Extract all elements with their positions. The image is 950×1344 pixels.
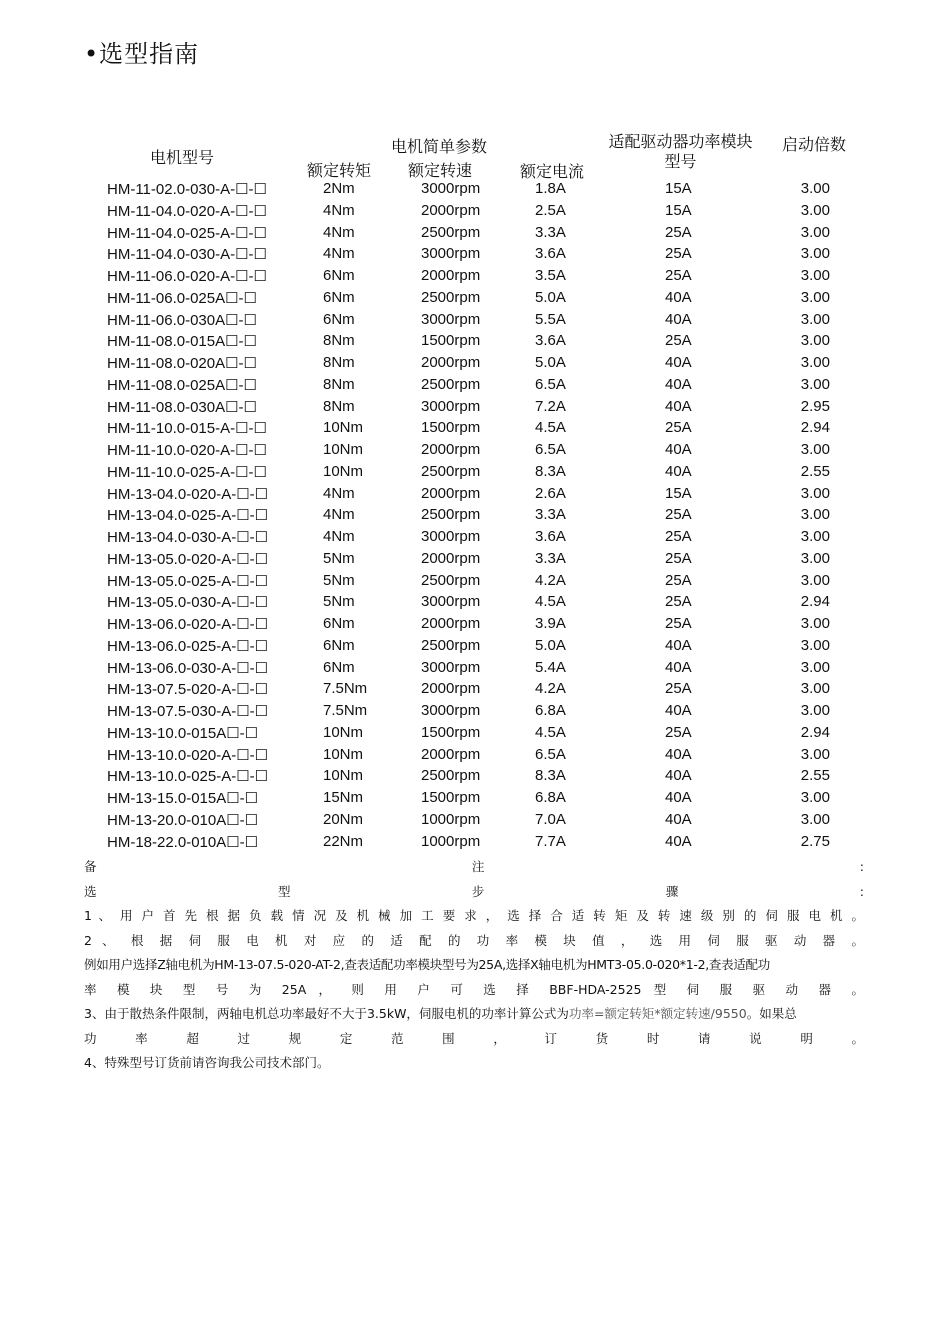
- cell-current: 3.5A: [535, 267, 566, 284]
- cell-model: HM-11-04.0-025-A-☐-☐: [107, 224, 267, 242]
- notes-heading: 备 注 :: [84, 859, 864, 874]
- cell-ratio: 3.00: [800, 223, 830, 241]
- cell-torque: 6Nm: [323, 267, 355, 284]
- cell-current: 4.5A: [535, 723, 566, 741]
- cell-speed: 2000rpm: [421, 615, 481, 632]
- cell-current: 3.6A: [535, 528, 566, 545]
- cell-torque: 7.5Nm: [323, 702, 368, 719]
- header-ratio: [762, 135, 847, 155]
- cell-ratio: 3.00: [800, 549, 830, 567]
- cell-model: HM-11-08.0-030A☐-☐: [107, 398, 257, 416]
- notes-line-7: 4、特殊型号订货前请咨询我公司技术部门。: [84, 1055, 330, 1070]
- cell-torque: 8Nm: [323, 375, 355, 393]
- cell-ratio: 3.00: [800, 354, 830, 371]
- cell-speed: 2000rpm: [421, 441, 481, 458]
- cell-ratio: 3.00: [800, 680, 830, 698]
- notes-line-5-formula: 功率=额定转矩*额定转速/9550: [568, 1006, 747, 1021]
- cell-ratio: 3.00: [800, 267, 830, 284]
- cell-module: 15A: [665, 180, 692, 197]
- cell-model: HM-13-04.0-025-A-☐-☐: [107, 507, 269, 525]
- cell-current: 4.2A: [535, 571, 566, 589]
- cell-ratio: 2.55: [800, 767, 830, 785]
- cell-torque: 4Nm: [323, 201, 355, 219]
- cell-current: 3.3A: [535, 506, 566, 524]
- table-row: [0, 439, 950, 461]
- cell-torque: 6Nm: [323, 288, 355, 306]
- cell-speed: 2000rpm: [421, 745, 481, 763]
- cell-torque: 4Nm: [323, 245, 355, 263]
- cell-ratio: 2.75: [800, 832, 830, 850]
- cell-current: 4.5A: [535, 419, 566, 437]
- table-row: [0, 591, 950, 613]
- cell-current: 3.6A: [535, 332, 566, 350]
- cell-model: HM-13-06.0-020-A-☐-☐: [107, 616, 269, 633]
- table-row: [0, 635, 950, 657]
- cell-speed: 2500rpm: [421, 462, 481, 480]
- cell-torque: 4Nm: [323, 484, 355, 502]
- table-row: [0, 265, 950, 287]
- cell-model: HM-13-05.0-030-A-☐-☐: [107, 594, 269, 612]
- cell-model: HM-13-05.0-025-A-☐-☐: [107, 572, 269, 590]
- cell-speed: 2500rpm: [421, 223, 481, 241]
- cell-speed: 1500rpm: [421, 723, 481, 741]
- cell-ratio: 3.00: [800, 702, 830, 719]
- cell-ratio: 3.00: [800, 441, 830, 458]
- cell-model: HM-11-06.0-020-A-☐-☐: [107, 268, 267, 285]
- cell-module: 25A: [665, 571, 692, 589]
- cell-torque: 10Nm: [323, 767, 364, 785]
- cell-current: 5.4A: [535, 658, 566, 676]
- table-row: [0, 787, 950, 809]
- cell-current: 7.2A: [535, 397, 566, 415]
- cell-speed: 3000rpm: [421, 593, 481, 611]
- cell-model: HM-13-04.0-030-A-☐-☐: [107, 529, 269, 546]
- table-row: [0, 309, 950, 331]
- table-row: [0, 504, 950, 526]
- cell-torque: 10Nm: [323, 462, 364, 480]
- table-row: [0, 570, 950, 592]
- cell-current: 6.5A: [535, 441, 566, 458]
- cell-ratio: 3.00: [800, 528, 830, 545]
- cell-model: HM-13-06.0-030-A-☐-☐: [107, 659, 269, 677]
- cell-model: HM-13-15.0-015A☐-☐: [107, 790, 259, 807]
- cell-module: 40A: [665, 832, 692, 850]
- cell-current: 6.5A: [535, 375, 566, 393]
- cell-current: 3.3A: [535, 223, 566, 241]
- cell-speed: 3000rpm: [421, 245, 481, 263]
- cell-module: 40A: [665, 789, 692, 806]
- cell-model: HM-13-10.0-020-A-☐-☐: [107, 746, 269, 764]
- notes-line-5-b: 。如果总: [746, 1006, 797, 1021]
- cell-module: 25A: [665, 506, 692, 524]
- cell-module: 40A: [665, 702, 692, 719]
- notes-line-2: 2 、 根 据 伺 服 电 机 对 应 的 适 配 的 功 率 模 块 值 ， 选 用 伺 服 驱 动 器 。: [84, 932, 864, 948]
- cell-torque: 8Nm: [323, 397, 355, 415]
- cell-module: 40A: [665, 810, 692, 828]
- cell-torque: 10Nm: [323, 419, 364, 437]
- model-table: [0, 178, 950, 852]
- cell-torque: 20Nm: [323, 810, 364, 828]
- cell-ratio: 3.00: [800, 658, 830, 676]
- cell-current: 5.5A: [535, 310, 566, 328]
- table-row: [0, 222, 950, 244]
- notes-section: [84, 855, 864, 1076]
- cell-current: 4.2A: [535, 680, 566, 698]
- cell-ratio: 3.00: [800, 288, 830, 306]
- cell-model: HM-11-04.0-030-A-☐-☐: [107, 246, 267, 264]
- cell-ratio: 3.00: [800, 310, 830, 328]
- table-row: [0, 526, 950, 548]
- header-group: 电机简单参数: [391, 137, 488, 156]
- cell-speed: 1500rpm: [421, 789, 481, 806]
- cell-ratio: 3.00: [800, 332, 830, 350]
- cell-current: 5.0A: [535, 288, 566, 306]
- cell-ratio: 3.00: [800, 245, 830, 263]
- cell-module: 15A: [665, 484, 692, 502]
- header-torque: 额定转矩: [307, 161, 372, 180]
- cell-module: 40A: [665, 288, 692, 306]
- cell-module: 25A: [665, 680, 692, 698]
- cell-current: 3.6A: [535, 245, 566, 263]
- cell-torque: 5Nm: [323, 571, 355, 589]
- cell-speed: 2000rpm: [421, 354, 481, 371]
- cell-module: 40A: [665, 441, 692, 458]
- cell-speed: 2500rpm: [421, 571, 481, 589]
- notes-line-5: [84, 1002, 864, 1027]
- cell-current: 7.0A: [535, 810, 566, 828]
- cell-torque: 8Nm: [323, 354, 355, 371]
- cell-module: 25A: [665, 419, 692, 437]
- cell-current: 5.0A: [535, 636, 566, 654]
- table-row: [0, 352, 950, 374]
- cell-model: HM-11-10.0-025-A-☐-☐: [107, 463, 267, 481]
- table-row: [0, 461, 950, 483]
- cell-speed: 3000rpm: [421, 180, 481, 197]
- table-row: [0, 287, 950, 309]
- header-module: 适配驱动器功率模块型号: [608, 132, 753, 171]
- table-row: [0, 396, 950, 418]
- cell-current: 4.5A: [535, 593, 566, 611]
- cell-current: 8.3A: [535, 767, 566, 785]
- cell-ratio: 3.00: [800, 506, 830, 524]
- cell-module: 25A: [665, 245, 692, 263]
- table-row: [0, 722, 950, 744]
- cell-module: 25A: [665, 593, 692, 611]
- cell-speed: 2500rpm: [421, 375, 481, 393]
- cell-speed: 2000rpm: [421, 201, 481, 219]
- cell-torque: 10Nm: [323, 441, 364, 458]
- table-row: [0, 613, 950, 635]
- cell-module: 25A: [665, 528, 692, 545]
- cell-model: HM-18-22.0-010A☐-☐: [107, 833, 259, 851]
- header-speed: 额定转速: [408, 161, 473, 180]
- cell-ratio: 3.00: [800, 180, 830, 197]
- cell-current: 8.3A: [535, 462, 566, 480]
- notes-line-5-a: 3、由于散热条件限制，两轴电机总功率最好不大于3.5kW，伺服电机的功率计算公式为: [84, 1006, 569, 1021]
- cell-module: 40A: [665, 745, 692, 763]
- cell-model: HM-11-06.0-025A☐-☐: [107, 289, 257, 307]
- cell-model: HM-11-04.0-020-A-☐-☐: [107, 202, 267, 220]
- notes-line-6: 功 率 超 过 规 定 范 围 ， 订 货 时 请 说 明 。: [84, 1030, 864, 1046]
- cell-model: HM-13-20.0-010A☐-☐: [107, 811, 259, 829]
- cell-current: 6.8A: [535, 702, 566, 719]
- table-row: [0, 178, 950, 200]
- cell-torque: 6Nm: [323, 310, 355, 328]
- cell-speed: 1500rpm: [421, 332, 481, 350]
- cell-ratio: 3.00: [800, 745, 830, 763]
- cell-current: 7.7A: [535, 832, 566, 850]
- table-row: [0, 765, 950, 787]
- cell-speed: 3000rpm: [421, 658, 481, 676]
- cell-ratio: 2.55: [800, 462, 830, 480]
- table-row: [0, 678, 950, 700]
- table-row: [0, 417, 950, 439]
- cell-torque: 2Nm: [323, 180, 355, 197]
- cell-current: 6.8A: [535, 789, 566, 806]
- page-title: •选型指南: [84, 40, 200, 68]
- cell-speed: 2000rpm: [421, 484, 481, 502]
- table-row: [0, 831, 950, 853]
- cell-ratio: 3.00: [800, 484, 830, 502]
- cell-module: 40A: [665, 462, 692, 480]
- table-row: [0, 243, 950, 265]
- table-row: [0, 809, 950, 831]
- cell-model: HM-11-10.0-015-A-☐-☐: [107, 420, 267, 438]
- cell-current: 2.6A: [535, 484, 566, 502]
- cell-torque: 10Nm: [323, 723, 364, 741]
- table-row: [0, 548, 950, 570]
- cell-model: HM-11-08.0-015A☐-☐: [107, 333, 257, 351]
- cell-speed: 3000rpm: [421, 528, 481, 545]
- cell-speed: 2500rpm: [421, 767, 481, 785]
- cell-torque: 22Nm: [323, 832, 364, 850]
- cell-torque: 10Nm: [323, 745, 364, 763]
- cell-torque: 6Nm: [323, 658, 355, 676]
- cell-current: 6.5A: [535, 745, 566, 763]
- cell-module: 40A: [665, 636, 692, 654]
- cell-torque: 5Nm: [323, 549, 355, 567]
- table-row: [0, 483, 950, 505]
- cell-model: HM-13-07.5-030-A-☐-☐: [107, 703, 269, 720]
- cell-ratio: 2.95: [800, 397, 830, 415]
- cell-module: 40A: [665, 397, 692, 415]
- header-current: 额定电流: [520, 162, 585, 181]
- cell-model: HM-13-05.0-020-A-☐-☐: [107, 550, 269, 568]
- cell-speed: 3000rpm: [421, 397, 481, 415]
- cell-model: HM-13-04.0-020-A-☐-☐: [107, 485, 269, 503]
- cell-ratio: 3.00: [800, 810, 830, 828]
- table-row: [0, 744, 950, 766]
- cell-speed: 2500rpm: [421, 506, 481, 524]
- cell-speed: 1000rpm: [421, 810, 481, 828]
- cell-ratio: 3.00: [800, 636, 830, 654]
- notes-line-4: 率 模 块 型 号 为 25A ， 则 用 户 可 选 择 BBF-HDA-2525 型 伺 服 驱 动 器 。: [84, 981, 864, 997]
- cell-model: HM-13-06.0-025-A-☐-☐: [107, 637, 269, 655]
- cell-torque: 7.5Nm: [323, 680, 368, 698]
- cell-module: 40A: [665, 658, 692, 676]
- cell-model: HM-11-02.0-030-A-☐-☐: [107, 181, 267, 198]
- cell-torque: 6Nm: [323, 636, 355, 654]
- cell-model: HM-11-08.0-020A☐-☐: [107, 355, 257, 372]
- cell-ratio: 3.00: [800, 789, 830, 806]
- cell-model: HM-13-10.0-025-A-☐-☐: [107, 768, 269, 786]
- cell-module: 25A: [665, 615, 692, 632]
- table-row: [0, 374, 950, 396]
- cell-torque: 4Nm: [323, 528, 355, 545]
- cell-torque: 4Nm: [323, 506, 355, 524]
- table-row: [0, 657, 950, 679]
- cell-current: 1.8A: [535, 180, 566, 197]
- cell-module: 25A: [665, 267, 692, 284]
- cell-current: 2.5A: [535, 201, 566, 219]
- cell-model: HM-13-10.0-015A☐-☐: [107, 724, 259, 742]
- cell-speed: 2500rpm: [421, 288, 481, 306]
- cell-speed: 2000rpm: [421, 549, 481, 567]
- cell-speed: 1000rpm: [421, 832, 481, 850]
- cell-ratio: 3.00: [800, 571, 830, 589]
- cell-torque: 8Nm: [323, 332, 355, 350]
- table-row: [0, 700, 950, 722]
- cell-module: 25A: [665, 332, 692, 350]
- cell-model: HM-13-07.5-020-A-☐-☐: [107, 681, 269, 699]
- cell-module: 25A: [665, 549, 692, 567]
- cell-torque: 15Nm: [323, 789, 364, 806]
- header-model: 电机型号: [150, 148, 215, 167]
- cell-module: 40A: [665, 310, 692, 328]
- cell-ratio: 3.00: [800, 615, 830, 632]
- cell-ratio: 2.94: [800, 723, 830, 741]
- cell-torque: 5Nm: [323, 593, 355, 611]
- notes-steps: 选 型 步 骤 :: [84, 883, 864, 899]
- cell-current: 3.3A: [535, 549, 566, 567]
- cell-speed: 2000rpm: [421, 680, 481, 698]
- cell-module: 40A: [665, 354, 692, 371]
- cell-model: HM-11-10.0-020-A-☐-☐: [107, 442, 267, 459]
- cell-current: 5.0A: [535, 354, 566, 371]
- cell-speed: 2000rpm: [421, 267, 481, 284]
- cell-module: 15A: [665, 201, 692, 219]
- cell-module: 25A: [665, 723, 692, 741]
- notes-line-1: 1 、 用 户 首 先 根 据 负 载 情 况 及 机 械 加 工 要 求 ， 选 择 合 适 转 矩 及 转 速 级 别 的 伺 服 电 机 。: [84, 908, 864, 923]
- cell-torque: 6Nm: [323, 615, 355, 632]
- cell-model: HM-11-06.0-030A☐-☐: [107, 311, 257, 329]
- cell-speed: 2500rpm: [421, 636, 481, 654]
- cell-module: 40A: [665, 767, 692, 785]
- cell-ratio: 2.94: [800, 593, 830, 611]
- notes-line-3: 例如用户选择Z轴电机为HM-13-07.5-020-AT-2,查表适配功率模块型号为25A,选择X轴电机为HMT3-05.0-020*1-2,查表适配功: [84, 957, 770, 972]
- cell-ratio: 2.94: [800, 419, 830, 437]
- cell-speed: 1500rpm: [421, 419, 481, 437]
- cell-speed: 3000rpm: [421, 702, 481, 719]
- cell-module: 40A: [665, 375, 692, 393]
- cell-torque: 4Nm: [323, 223, 355, 241]
- cell-ratio: 3.00: [800, 201, 830, 219]
- cell-current: 3.9A: [535, 615, 566, 632]
- cell-speed: 3000rpm: [421, 310, 481, 328]
- cell-model: HM-11-08.0-025A☐-☐: [107, 376, 257, 394]
- cell-ratio: 3.00: [800, 375, 830, 393]
- table-row: [0, 200, 950, 222]
- header-ratio-text: 启动倍数: [782, 135, 847, 154]
- cell-module: 25A: [665, 223, 692, 241]
- table-row: [0, 330, 950, 352]
